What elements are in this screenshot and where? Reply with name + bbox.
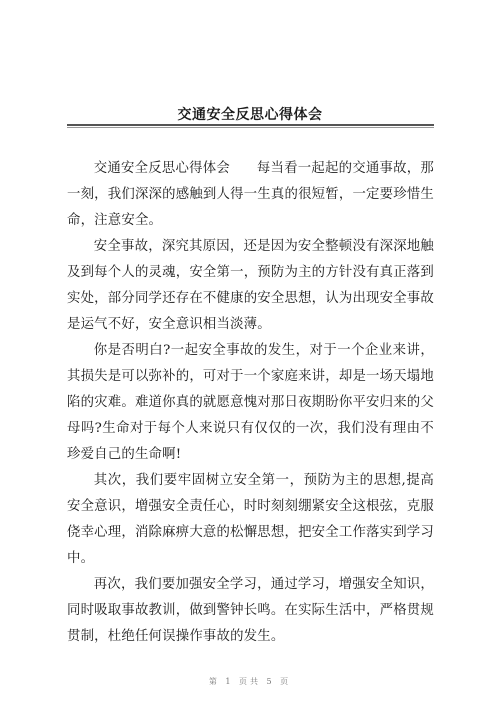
paragraph-lead: 交通安全反思心得体会 (93, 161, 231, 176)
paragraph (67, 468, 434, 572)
paragraph (67, 572, 434, 650)
paragraph-text: 其次，我们要牢固树立安全第一，预防为主的思想,提高安全意识，增强安全责任心，时时刻刻绷紧安全这根弦，克服侥幸心理，消除麻痹大意的松懈思想，把安全工作落实到学习中。 (67, 473, 434, 566)
paragraph (67, 156, 434, 234)
document-body (67, 156, 434, 650)
title-rule-thin (67, 127, 434, 128)
document-title: 交通安全反思心得体会 (177, 107, 323, 123)
paragraph-text: 安全事故，深究其原因，还是因为安全整顿没有深深地触及到每个人的灵魂，安全第一，预防为主的方针没有真正落到实处，部分同学还存在不健康的安全思想，认为出现安全事故是运气不好，安全意识相当淡薄。 (67, 239, 434, 332)
paragraph (67, 338, 434, 468)
paragraph-text: 你是否明白?一起安全事故的发生，对于一个企业来讲，其损失是可以弥补的，可对于一个家庭来讲，却是一场天塌地陷的灾难。难道你真的就愿意愧对那日夜期盼你平安归来的父母吗?生命对于每个人来说只有仅仅的一次，我们没有理由不珍爱自己的生命啊! (67, 343, 434, 462)
page-footer: 第 1 页共 5 页 (208, 677, 292, 686)
paragraph-text: 再次，我们要加强安全学习，通过学习，增强安全知识，同时吸取事故教训，做到警钟长鸣。在实际生活中，严格贯规贯制，杜绝任何误操作事故的发生。 (67, 577, 434, 644)
title-rule-thick (67, 124, 434, 126)
paragraph (67, 234, 434, 338)
paragraph-text: 每当看一起起的交通事故，那一刻，我们深深的感触到人得一生真的很短暂，一定要珍惜生命，注意安全。 (67, 161, 434, 228)
